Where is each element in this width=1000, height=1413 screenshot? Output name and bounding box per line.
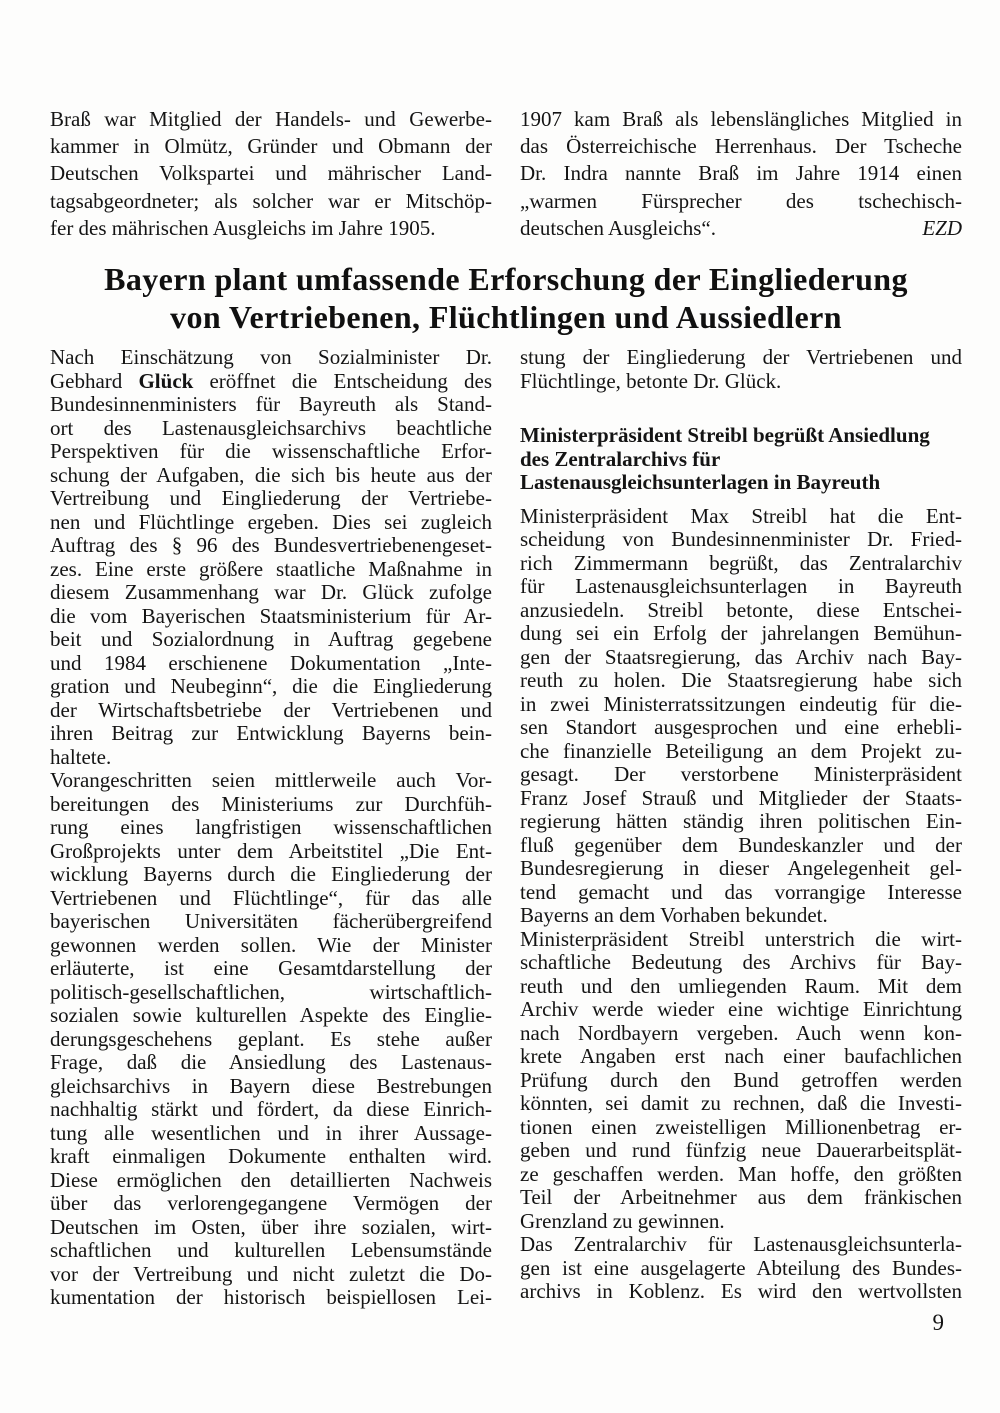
text-line: nach Nordbayern vergeben. Auch wenn kon- <box>520 1020 962 1045</box>
paragraph <box>520 1233 962 1304</box>
text-line: kammer in Olmütz, Gründer und Obmann der <box>50 134 492 159</box>
text-line: Großprojekts unter dem Arbeitstitel „Die Ent- <box>50 838 492 863</box>
intro-left-column <box>50 106 492 242</box>
text-line: Das Zentralarchiv für Lastenausgleichsunterla- <box>520 1232 962 1257</box>
text-line: Ministerpräsident Max Streibl hat die Ent- <box>520 503 962 528</box>
text-line: tionen einen zweistelligen Millionenbetrag er- <box>520 1114 962 1139</box>
paragraph <box>520 928 962 1234</box>
text-line: und 1984 erschienene Dokumentation „Inte- <box>50 650 492 675</box>
text-line: gewonnen werden sollen. Wie der Minister <box>50 932 492 957</box>
text-line: Grenzland zu gewinnen. <box>520 1208 725 1233</box>
paragraph <box>520 106 962 242</box>
text-line: dung sei ein Erfolg der jahrelangen Bemühun- <box>520 621 962 646</box>
text-line: Diese ermöglichen den detaillierten Nachweis <box>50 1167 492 1192</box>
text-line: zes. Eine erste größere staatliche Maßnahme in <box>50 556 492 581</box>
text-line: gesagt. Der verstorbene Ministerpräsident <box>520 762 962 787</box>
text-line: Bayerns an dem Vorhaben bekundet. <box>520 903 828 928</box>
intro-article <box>50 106 962 242</box>
paragraph <box>520 424 962 495</box>
paragraph <box>50 346 492 769</box>
text-line: Lastenausgleichsunterlagen in Bayreuth <box>520 470 881 495</box>
text-line: krete Angaben erst nach einer baufachlichen <box>520 1044 962 1069</box>
text-line: für Lastenausgleichsunterlagen in Bayreuth <box>520 574 962 599</box>
text-line: Teil der Arbeitnehmer aus dem fränkischen <box>520 1185 962 1210</box>
text-line: tend gemacht und das vorrangige Interesse <box>520 879 962 904</box>
text-line: ihren Beitrag zur Entwicklung Bayerns bein- <box>50 721 492 746</box>
text-line: kraft einmaligen Dokumente enthalten wird. <box>50 1144 492 1169</box>
text-line <box>520 215 962 242</box>
text-line: wicklung Bayerns durch die Eingliederung der <box>50 862 492 887</box>
text-line: ort des Lastenausgleichsarchivs beachtliche <box>50 415 492 440</box>
text-line: scheidung von Bundesinnenminister Dr. Fried- <box>520 527 962 552</box>
text-line: sen Standort ausgesprochen und eine erhebli- <box>520 715 962 740</box>
article-headline <box>50 260 962 336</box>
text-line: Auftrag des § 96 des Bundesvertriebenengeset- <box>50 533 492 558</box>
text-line: Dr. Indra nannte Braß im Jahre 1914 einen <box>520 161 962 186</box>
text-line: Perspektiven für die wissenschaftliche Erfor- <box>50 439 492 464</box>
text-line: Gebhard Glück eröffnet die Entscheidung des <box>50 368 492 393</box>
text-line: Deutschen Volkspartei und mährischer Land- <box>50 161 492 186</box>
text-line: regierung hätten ständig ihren politischen Ein- <box>520 809 962 834</box>
section-subheading <box>520 424 962 495</box>
text-line: nachhaltig stärkt und fördert, da diese Einrich- <box>50 1097 492 1122</box>
text-line: Bundesinnenministers für Bayreuth als Stand- <box>50 392 492 417</box>
text-line: Ministerpräsident Streibl begrüßt Ansiedlung <box>520 423 930 448</box>
text-line: über das verlorengegangene Vermögen der <box>50 1191 492 1216</box>
text-line: Ministerpräsident Streibl unterstrich die wirt- <box>520 926 962 951</box>
text-line: geben und rund fünfzig neue Dauerarbeitsplät- <box>520 1138 962 1163</box>
text-line: beit und Sozialordnung in Auftrag gegebene <box>50 627 492 652</box>
text-line: sozialen sowie kulturellen Aspekte des Einglie- <box>50 1003 492 1028</box>
text-line: das Österreichische Herrenhaus. Der Tscheche <box>520 134 962 159</box>
text-line: Franz Josef Strauß und Mitglieder der Staats- <box>520 785 962 810</box>
text-line: gleichsarchivs in Bayern diese Bestrebungen <box>50 1073 492 1098</box>
body-left-column <box>50 346 492 1310</box>
text-line: gen der Staatsregierung, das Archiv nach Bay- <box>520 644 962 669</box>
body-right-column <box>520 346 962 1310</box>
text-line: tagsabgeordneter; als solcher war er Mitschöp- <box>50 188 492 213</box>
paragraph <box>50 106 492 242</box>
body-right-top <box>520 346 962 393</box>
text-line: rung eines langfristigen wissenschaftlichen <box>50 815 492 840</box>
text-line: gration und Neubeginn“, die die Eingliederung <box>50 674 492 699</box>
text-line: ze geschaffen werden. Man hoffe, den größten <box>520 1161 962 1186</box>
text-line: nen und Flüchtlinge ergeben. Dies sei zugleich <box>50 509 492 534</box>
text-line: gen ist eine ausgelagerte Abteilung des Bundes- <box>520 1255 962 1280</box>
text-line: haltete. <box>50 744 112 769</box>
text-line: die vom Bayerischen Staatsministerium für Ar- <box>50 603 492 628</box>
text-line: anzusiedeln. Streibl betonte, diese Entschei- <box>520 597 962 622</box>
text-line: Vorangeschritten seien mittlerweile auch Vor- <box>50 768 492 793</box>
text-line: könnten, sei damit zu rechnen, daß die Investi- <box>520 1091 962 1116</box>
text-line: vor der Vertreibung und nicht zuletzt die Do- <box>50 1261 492 1286</box>
intro-right-column <box>520 106 962 242</box>
headline-line-1: Bayern plant umfassende Erforschung der Eingliederung <box>104 261 908 298</box>
text-line: fluß gegenüber dem Bundeskanzler und der <box>520 832 962 857</box>
body-right-main <box>520 505 962 1304</box>
text-line: bayerischen Universitäten fächerübergreifend <box>50 909 492 934</box>
text-line: Prüfung durch den Bund getroffen werden <box>520 1067 962 1092</box>
text-line: bereitungen des Ministeriums zur Durchfüh- <box>50 791 492 816</box>
text-line: Braß war Mitglied der Handels- und Gewerbe- <box>50 107 492 131</box>
headline-line-2: von Vertriebenen, Flüchtlingen und Aussiedlern <box>170 299 842 336</box>
text-line: der Wirtschaftsbetriebe der Vertriebenen und <box>50 697 492 722</box>
text-line: Archiv werde wieder eine wichtige Einrichtung <box>520 997 962 1022</box>
text-line: des Zentralarchivs für <box>520 446 721 471</box>
text-line: Vertreibung und Eingliederung der Vertriebe- <box>50 486 492 511</box>
text-line: rich Zimmermann begrüßt, das Zentralarchiv <box>520 550 962 575</box>
text-line: reuth und den umliegenden Raum. Mit dem <box>520 973 962 998</box>
text-line: schaftliche Bedeutung des Archivs für Bay- <box>520 950 962 975</box>
article-body <box>50 346 962 1310</box>
text-line: stung der Eingliederung der Vertriebenen und <box>520 346 962 370</box>
page-number: 9 <box>932 1310 944 1335</box>
text-line: kumentation der historisch beispiellosen Lei- <box>50 1285 492 1310</box>
paragraph <box>50 769 492 1310</box>
text-line: Deutschen im Osten, über ihre sozialen, wirt- <box>50 1214 492 1239</box>
text-line: erläuterte, ist eine Gesamtdarstellung der <box>50 956 492 981</box>
text-line: diesem Zusammenhang war Dr. Glück zufolge <box>50 580 492 605</box>
text-line: Nach Einschätzung von Sozialminister Dr. <box>50 346 492 370</box>
text-line: in zwei Ministerratssitzungen eindeutig für die- <box>520 691 962 716</box>
text-line: Vertriebenen und Flüchtlinge“, für das alle <box>50 885 492 910</box>
text-line: Frage, daß die Ansiedlung des Lastenaus- <box>50 1050 492 1075</box>
line-left-text: deutschen Ausgleichs“. <box>520 215 716 240</box>
text-line: politisch-gesellschaftlichen, wirtschaftlich- <box>50 979 492 1004</box>
text-line: archivs in Koblenz. Es wird den wertvollsten <box>520 1279 962 1304</box>
text-line: 1907 kam Braß als lebenslängliches Mitglied in <box>520 107 962 131</box>
text-line: Bundesregierung in dieser Angelegenheit gel- <box>520 856 962 881</box>
text-line: fer des mährischen Ausgleichs im Jahre 1905. <box>50 215 436 240</box>
text-line: schung der Aufgaben, die sich bis heute aus der <box>50 462 492 487</box>
line-right-text: EZD <box>922 215 962 240</box>
text-line: derungsgeschehens geplant. Es stehe außer <box>50 1026 492 1051</box>
text-line: Flüchtlinge, betonte Dr. Glück. <box>520 368 782 393</box>
paragraph <box>520 346 962 393</box>
text-line: schaftlichen und kulturellen Lebensumstände <box>50 1238 492 1263</box>
text-line: tung alle wesentlichen und in ihrer Aussage- <box>50 1120 492 1145</box>
paragraph <box>520 505 962 928</box>
text-line: reuth zu holen. Die Staatsregierung habe sich <box>520 668 962 693</box>
text-line: „warmen Fürsprecher des tschechisch- <box>520 188 962 213</box>
text-line: che finanzielle Beteiligung an dem Projekt zu- <box>520 738 962 763</box>
